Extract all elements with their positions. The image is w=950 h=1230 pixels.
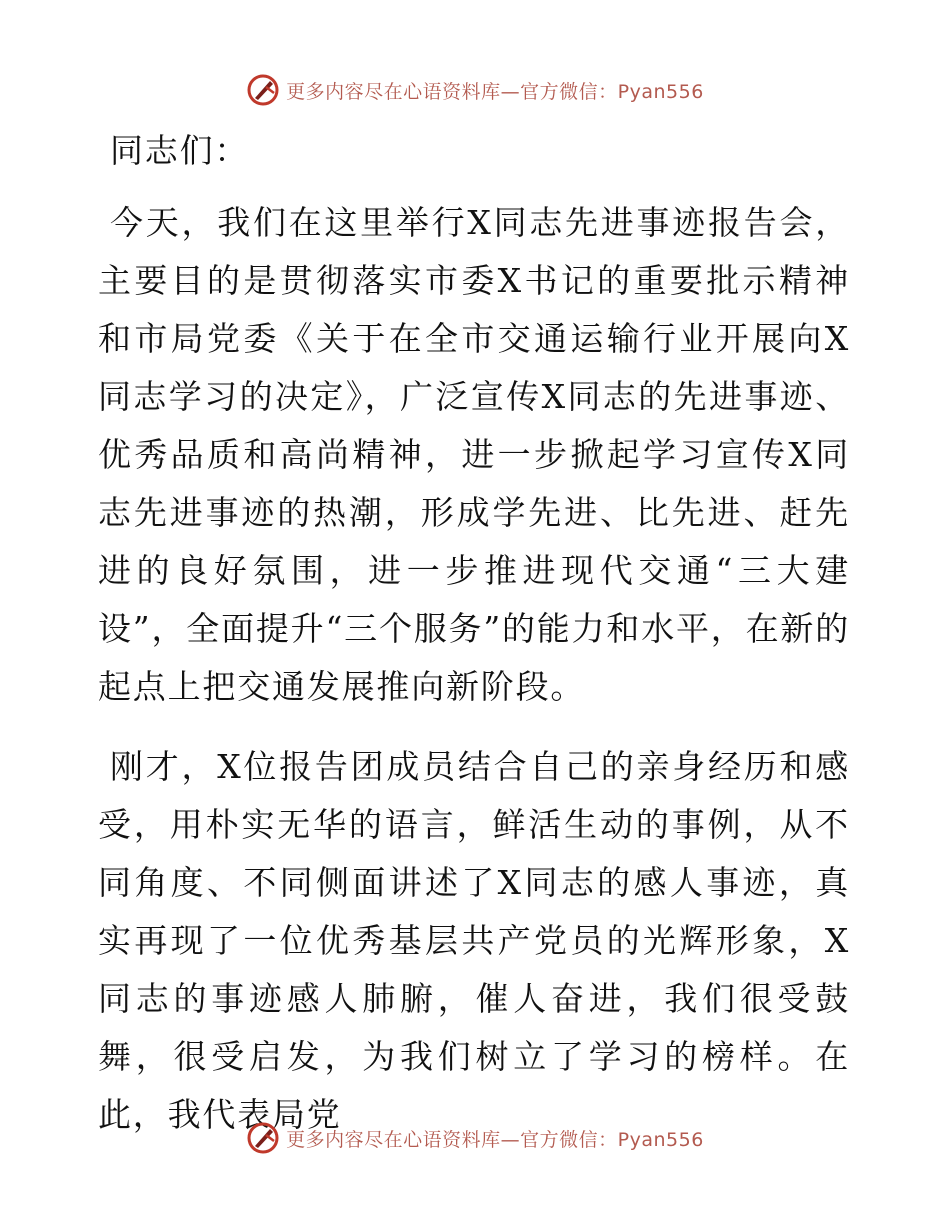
document-body <box>98 122 850 1166</box>
salutation: 同志们： <box>110 131 250 170</box>
header-watermark <box>0 70 950 110</box>
quill-pen-logo-icon <box>246 1121 280 1155</box>
paragraph-2: 刚才，X位报告团成员结合自己的亲身经历和感受，用朴实无华的语言，鲜活生动的事例，从不同角度、不同侧面讲述了X同志的感人事迹，真实再现了一位优秀基层共产党员的光辉形象，X同志的事迹感人肺腑，催人奋进，我们很受鼓舞，很受启发，为我们树立了学习的榜样。在此，我代表局党 <box>98 747 850 1134</box>
footer-watermark <box>0 1118 950 1158</box>
quill-pen-logo-icon <box>246 73 280 107</box>
watermark-text: 更多内容尽在心语资料库—官方微信：Pyan556 <box>286 1128 704 1151</box>
watermark-text: 更多内容尽在心语资料库—官方微信：Pyan556 <box>286 80 704 103</box>
paragraph-1: 今天，我们在这里举行X同志先进事迹报告会，主要目的是贯彻落实市委X书记的重要批示精神和市局党委《关于在全市交通运输行业开展向X同志学习的决定》，广泛宣传X同志的先进事迹、优秀品质和高尚精神，进一步掀起学习宣传X同志先进事迹的热潮，形成学先进、比先进、赶先进的良好氛围，进一步推进现代交通“三大建设”，全面提升“三个服务”的能力和水平，在新的起点上把交通发展推向新阶段。 <box>98 203 851 706</box>
